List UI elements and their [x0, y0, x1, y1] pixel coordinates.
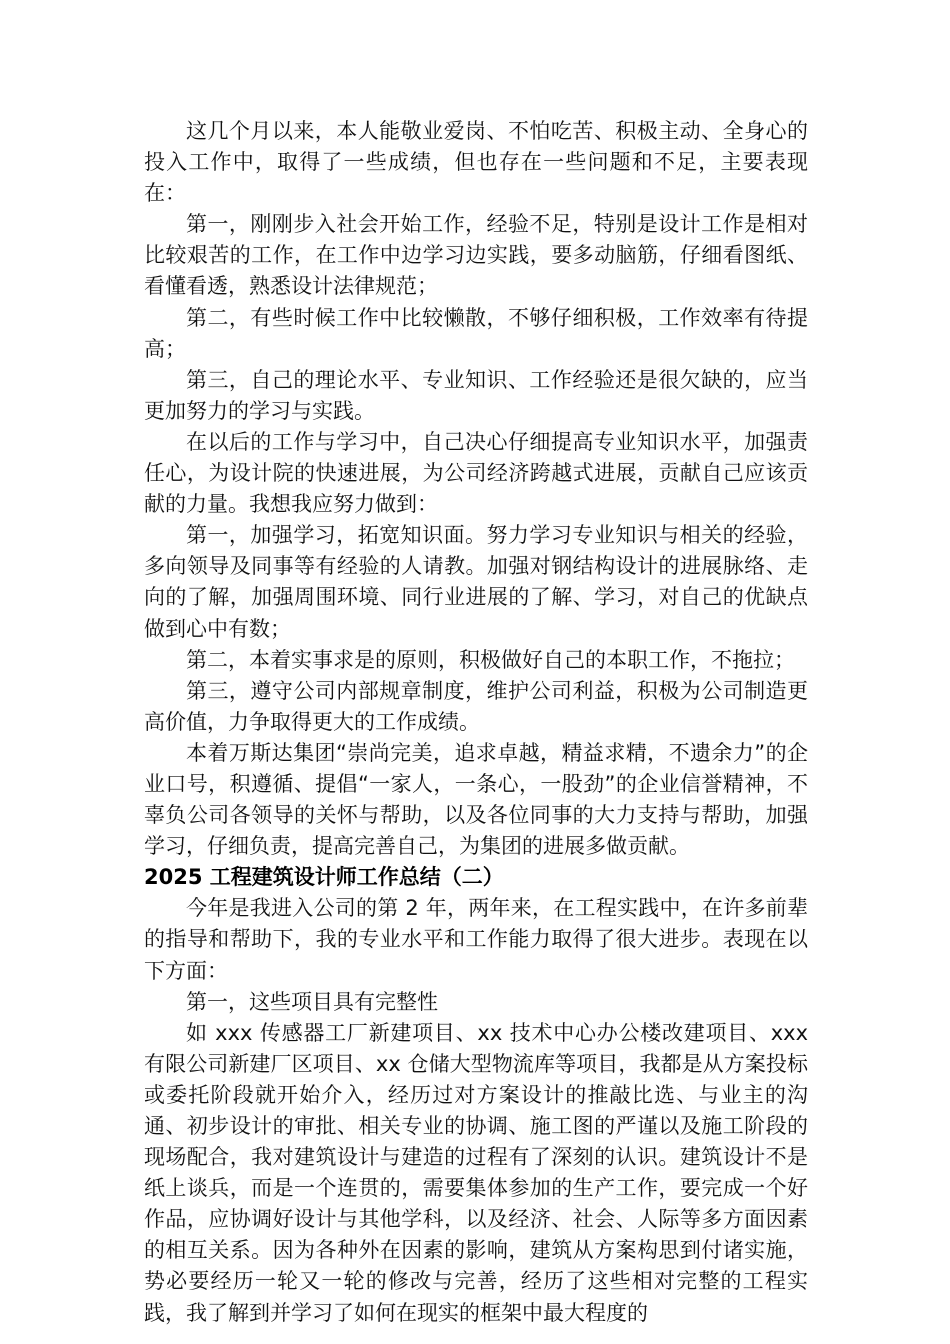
paragraph: 第一，刚刚步入社会开始工作，经验不足，特别是设计工作是相对比较艰苦的工作，在工作中边学习边实践，要多动脑筋，仔细看图纸、看懂看透，熟悉设计法律规范；	[144, 212, 808, 299]
paragraph: 第一，加强学习，拓宽知识面。努力学习专业知识与相关的经验，多向领导及同事等有经验的人请教。加强对钢结构设计的进展脉络、走向的了解，加强周围环境、同行业进展的了解、学习，对自己的优缺点做到心中有数；	[144, 523, 808, 641]
paragraph: 第三，自己的理论水平、专业知识、工作经验还是很欠缺的，应当更加努力的学习与实践。	[144, 367, 808, 423]
paragraph: 第一，这些项目具有完整性	[186, 989, 438, 1014]
paragraph: 本着万斯达集团“崇尚完美，追求卓越，精益求精，不遗余力”的企业口号，积遵循、提倡“一家人，一条心，一股劲”的企业信誉精神，不辜负公司各领导的关怀与帮助，以及各位同事的大力支持与帮助，加强学习，仔细负责，提高完善自己，为集团的进展多做贡献。	[144, 740, 808, 859]
document-body	[144, 116, 808, 1329]
paragraph: 第二，本着实事求是的原则，积极做好自己的本职工作，不拖拉；	[186, 647, 795, 672]
paragraph: 在以后的工作与学习中，自己决心仔细提高专业知识水平，加强责任心，为设计院的快速进展，为公司经济跨越式进展，贡献自己应该贡献的力量。我想我应努力做到：	[144, 429, 808, 517]
paragraph: 如 xxx 传感器工厂新建项目、xx 技术中心办公楼改建项目、xxx 有限公司新建厂区项目、xx 仓储大型物流库等项目，我都是从方案投标或委托阶段就开始介入，经历过对方案设计的推敲比选、与业主的沟通、初步设计的审批、相关专业的协调、施工图的严谨以及施工阶段的现场配合，我对建筑设计与建造的过程有了深刻的认识。建筑设计不是纸上谈兵，而是一个连贯的，需要集体参加的生产工作，要完成一个好作品，应协调好设计与其他学科，以及经济、社会、人际等多方面因素的相互关系。因为各种外在因素的影响，建筑从方案构思到付诸实施，势必要经历一轮又一轮的修改与完善，经历了这些相对完整的工程实践，我了解到并学习了如何在现实的框架中最大程度的	[144, 1020, 808, 1325]
section-heading: 2025 工程建筑设计师工作总结（二）	[144, 865, 504, 890]
paragraph: 今年是我进入公司的第 2 年，两年来，在工程实践中，在许多前辈的指导和帮助下，我的专业水平和工作能力取得了很大进步。表现在以下方面：	[144, 896, 808, 983]
paragraph: 这几个月以来，本人能敬业爱岗、不怕吃苦、积极主动、全身心的投入工作中，取得了一些成绩，但也存在一些问题和不足，主要表现在：	[144, 119, 808, 206]
paragraph: 第二，有些时候工作中比较懒散，不够仔细积极，工作效率有待提高；	[144, 305, 808, 361]
paragraph: 第三，遵守公司内部规章制度，维护公司利益，积极为公司制造更高价值，力争取得更大的工作成绩。	[144, 678, 808, 734]
